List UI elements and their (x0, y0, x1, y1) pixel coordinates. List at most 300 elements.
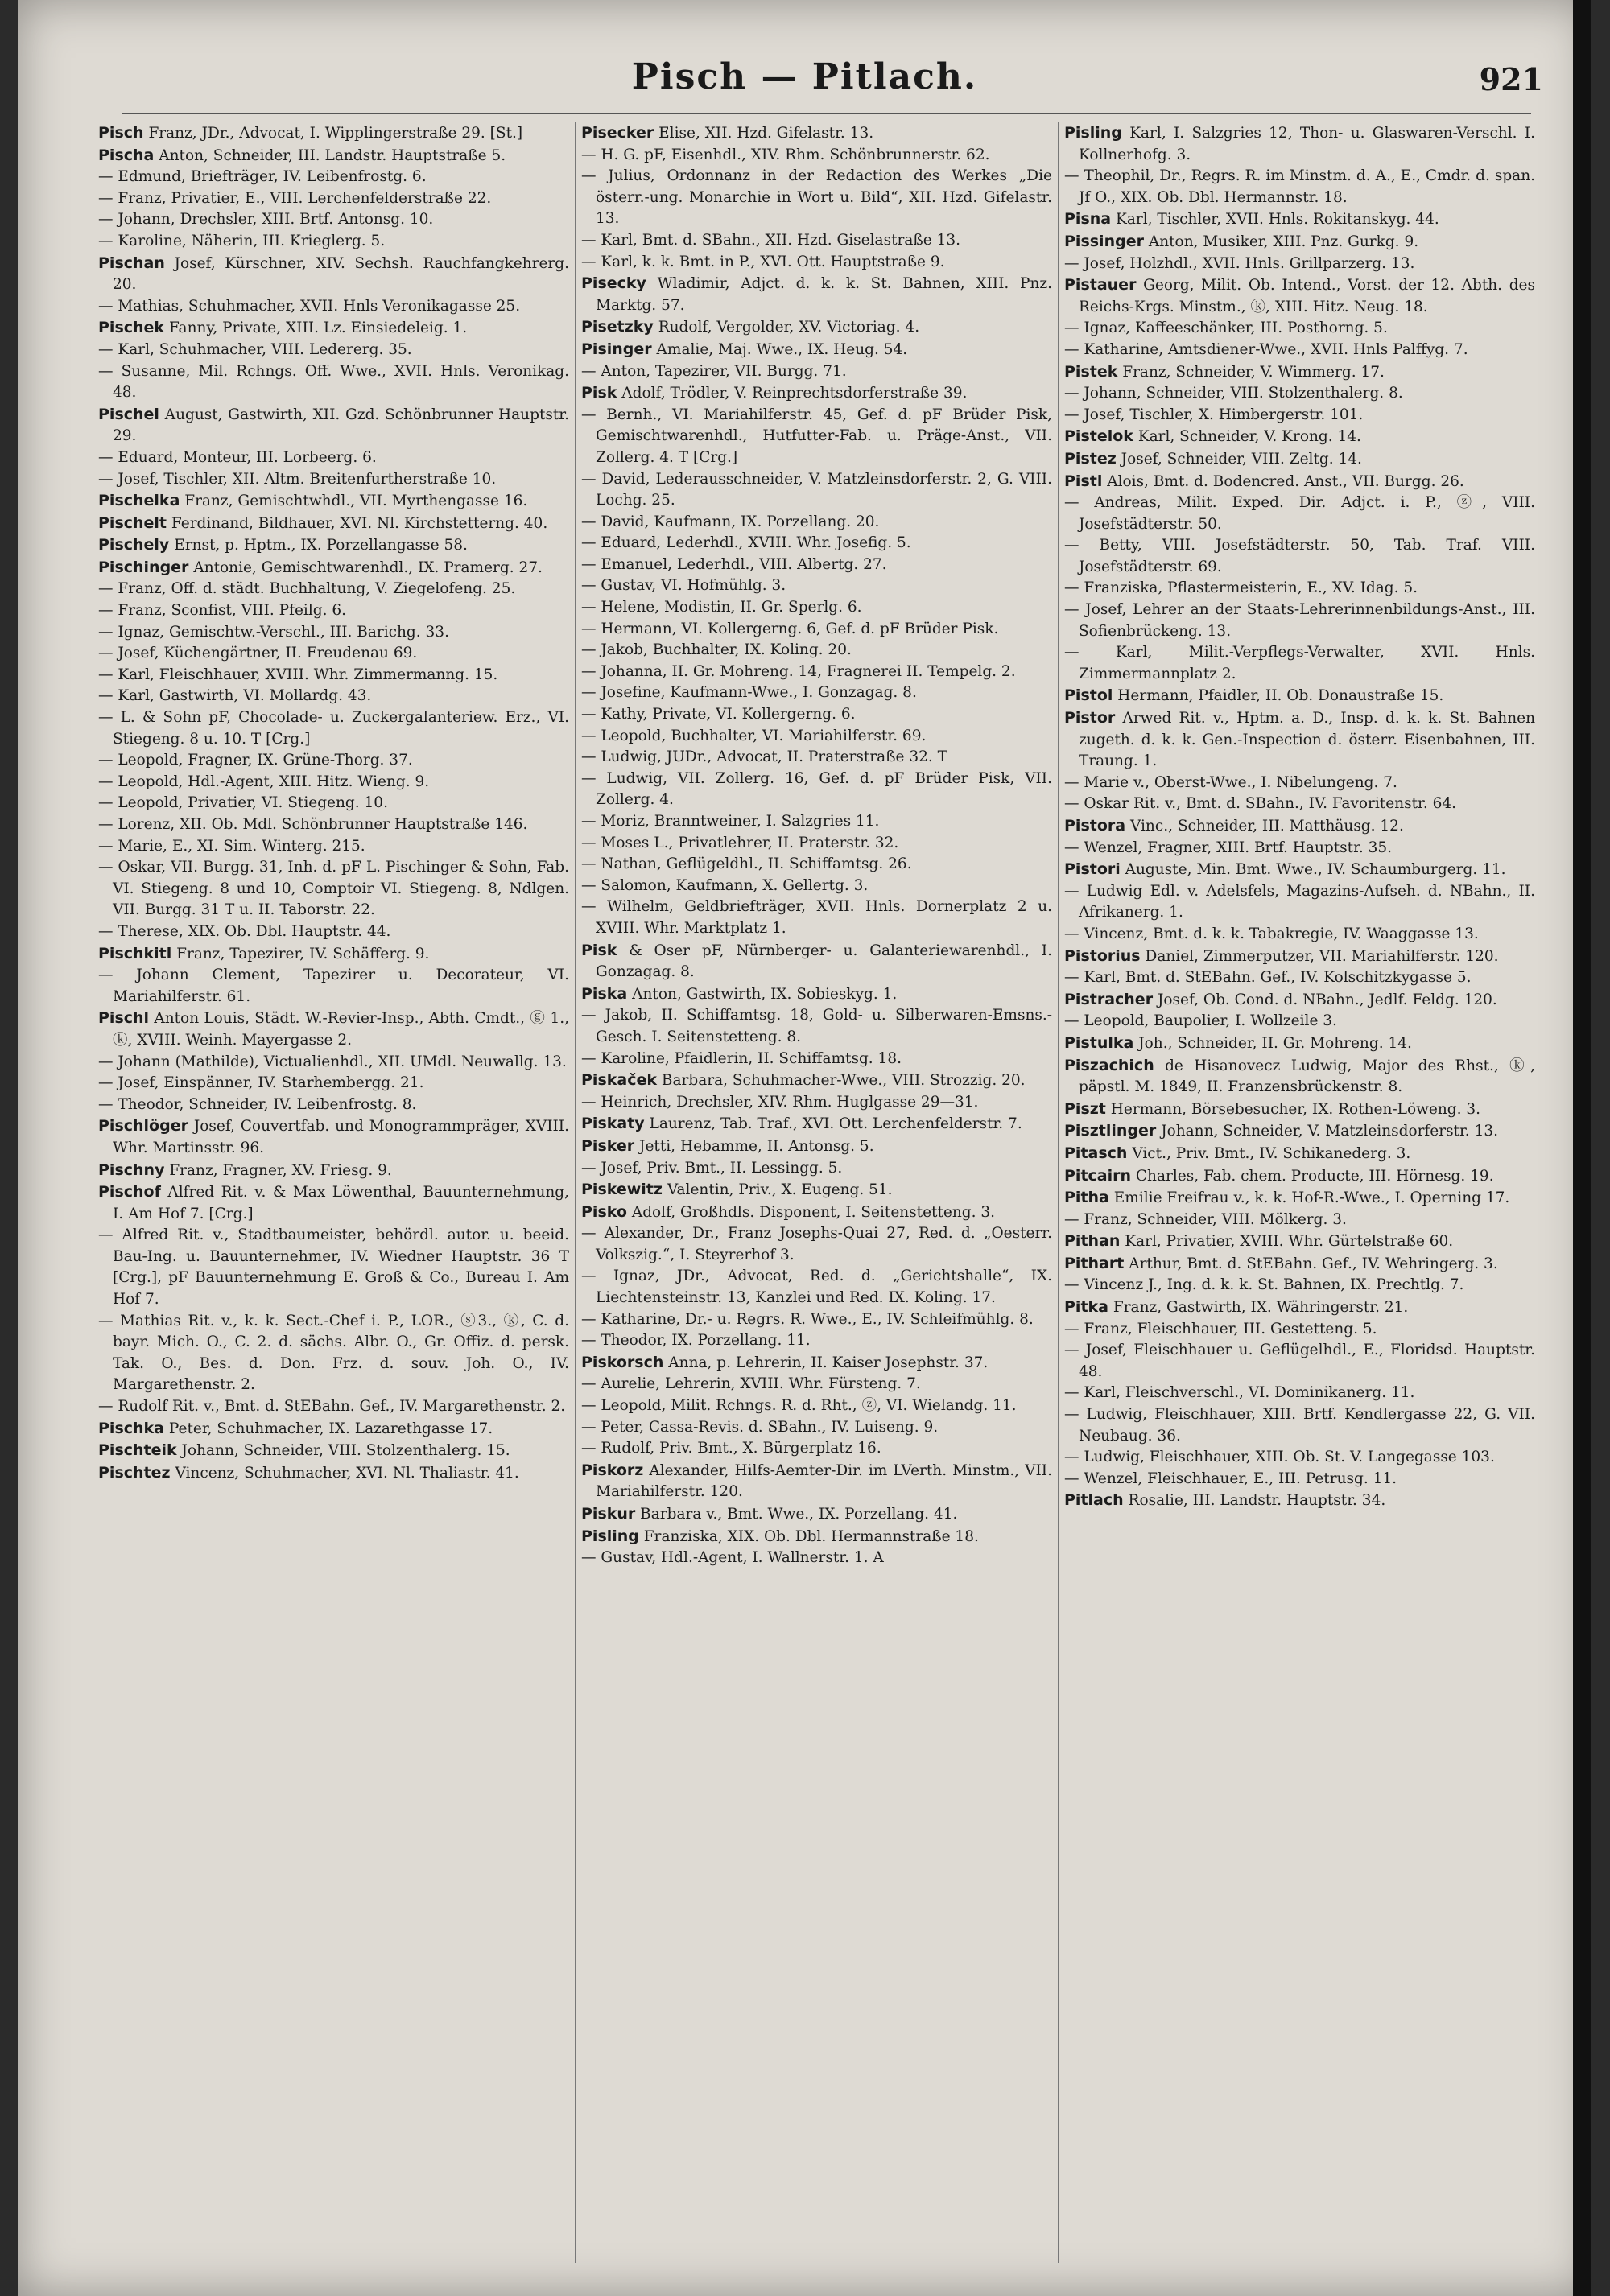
entry-surname: Pischel (98, 405, 159, 423)
entry-surname: Pischny (98, 1160, 165, 1179)
entry-details: August, Gastwirth, XII. Gzd. Schönbrunner Hauptstr. 29. (113, 406, 569, 445)
entry-details: — Gustav, Hdl.-Agent, I. Wallnerstr. 1. A (581, 1549, 884, 1567)
entry-details: — David, Lederausschneider, V. Matzleinsdorferstr. 2, G. VIII. Lochg. 25. (581, 470, 1052, 509)
directory-entry (1064, 685, 1535, 707)
entry-surname: Piskorz (581, 1461, 644, 1479)
entry-surname: Pistora (1064, 817, 1126, 835)
entry-details: Franz, JDr., Advocat, I. Wipplingerstraße 29. [St.] (148, 125, 523, 142)
directory-entry (581, 769, 1052, 811)
directory-entry (1064, 773, 1535, 794)
directory-entry (1064, 1055, 1535, 1099)
directory-entry (1064, 383, 1535, 405)
entry-surname: Pistorius (1064, 946, 1141, 965)
column-middle (581, 122, 1052, 2263)
directory-entry (1064, 254, 1535, 275)
entry-details: Adolf, Trödler, V. Reinprechtsdorferstraße 39. (621, 385, 968, 402)
entry-details: — Karl, Bmt. d. SBahn., XII. Hzd. Giselastraße 13. (581, 231, 960, 249)
entry-details: Georg, Milit. Ob. Intend., Vorst. der 12. Abth. des Reichs-Krgs. Minstm., ⓚ, XIII. Hitz. Neug. 18. (1079, 277, 1535, 315)
directory-entry (581, 512, 1052, 534)
entry-details: Johann, Schneider, VIII. Stolzenthalerg. 15. (181, 1442, 510, 1460)
entry-surname: Pisling (1064, 124, 1122, 142)
entry-surname: Pisker (581, 1136, 635, 1155)
entry-details: — Theodor, Schneider, IV. Leibenfrostg. 8. (98, 1095, 417, 1113)
entry-details: — Karoline, Näherin, III. Krieglerg. 5. (98, 232, 386, 249)
directory-entry (98, 857, 569, 921)
entry-details: Hermann, Pfaidler, II. Ob. Donaustraße 15. (1117, 687, 1444, 705)
entry-surname: Pischely (98, 536, 170, 554)
entry-details: — Andreas, Milit. Exped. Dir. Adjct. i. P., ⓩ, VIII. Josefstädterstr. 50. (1064, 494, 1535, 533)
entry-details: Anton, Schneider, III. Landstr. Hauptstraße 5. (159, 146, 506, 164)
entry-details: Franz, Gastwirth, IX. Währingerstr. 21. (1113, 1299, 1409, 1317)
directory-entry (98, 513, 569, 535)
entry-details: — Johanna, II. Gr. Mohreng. 14, Fragnerei II. Tempelg. 2. (581, 662, 1016, 680)
entry-details: — Vincenz, Bmt. d. k. k. Tabakregie, IV. Waaggasse 13. (1064, 925, 1479, 942)
directory-entry (1064, 448, 1535, 471)
directory-entry (1064, 1143, 1535, 1165)
entry-details: — Jakob, II. Schiffamtsg. 18, Gold- u. Silberwaren-Emsns.-Gesch. I. Seitenstetteng. 8. (581, 1007, 1052, 1045)
entry-surname: Pischinger (98, 558, 189, 576)
directory-entry (98, 579, 569, 600)
directory-entry (581, 1158, 1052, 1180)
directory-entry (581, 122, 1052, 145)
directory-entry (98, 296, 569, 318)
directory-entry (581, 533, 1052, 554)
entry-details: — Kathy, Private, VI. Kollergerng. 6. (581, 706, 856, 723)
directory-entry (1064, 166, 1535, 208)
entry-details: Johann, Schneider, V. Matzleinsdorferstr. 13. (1161, 1123, 1498, 1140)
directory-entry (98, 965, 569, 1008)
directory-entry (1064, 208, 1535, 231)
entry-details: Vinc., Schneider, III. Matthäusg. 12. (1129, 818, 1404, 835)
directory-entry (581, 1202, 1052, 1224)
directory-entry (1064, 1340, 1535, 1383)
entry-surname: Pistauer (1064, 276, 1137, 295)
entry-details: — Franz, Off. d. städt. Buchhaltung, V. Ziegelofeng. 25. (98, 580, 516, 598)
directory-entry (1064, 361, 1535, 384)
directory-entry (98, 1181, 569, 1225)
entry-details: — Bernh., VI. Mariahilferstr. 45, Gef. d. pF Brüder Pisk, Gemischtwarenhdl., Hutfutter-Fab. u. Präge-Anst., VII. Zollerg. 4. T [Crg.] (581, 406, 1052, 466)
entry-details: Alois, Bmt. d. Bodencred. Anst., VII. Burgg. 26. (1107, 472, 1464, 490)
entry-details: — Ignaz, JDr., Advocat, Red. d. „Gerichtshalle“, IX. Liechtensteinstr. 13, Kanzlei und Red. IX. Koling. 17. (581, 1268, 1052, 1307)
entry-surname: Pisecker (581, 124, 654, 142)
directory-entry (1064, 1253, 1535, 1276)
page-title: Pisch — Pitlach. (631, 56, 978, 97)
entry-surname: Pitha (1064, 1189, 1109, 1207)
directory-entry (581, 747, 1052, 769)
directory-entry (581, 1503, 1052, 1526)
directory-entry (1064, 838, 1535, 859)
directory-entry (581, 575, 1052, 597)
directory-entry (581, 854, 1052, 876)
directory-entry (581, 252, 1052, 274)
entry-details: Karl, I. Salzgries 12, Thon- u. Glaswaren-Verschl. I. Kollnerhofg. 3. (1079, 125, 1535, 163)
directory-entry (1064, 535, 1535, 578)
directory-entry (1064, 340, 1535, 361)
entry-surname: Pisetzky (581, 318, 654, 336)
entry-details: — L. & Sohn pF, Chocolade- u. Zuckergalanteriew. Erz., VI. Stiegeng. 8 u. 10. T [Crg.] (98, 709, 569, 748)
entry-details: Anton, Musiker, XIII. Pnz. Gurkg. 9. (1148, 233, 1419, 250)
entry-details: — Ludwig, Fleischhauer, XIII. Ob. St. V. Langegasse 103. (1064, 1449, 1495, 1466)
page-header (18, 56, 1591, 113)
entry-details: Karl, Tischler, XVII. Hnls. Rokitanskyg. 44. (1116, 211, 1439, 229)
directory-entry (98, 317, 569, 340)
directory-entry (581, 1548, 1052, 1569)
directory-entry (581, 554, 1052, 576)
header-rule (122, 113, 1531, 114)
directory-entry (581, 1136, 1052, 1158)
entry-surname: Pischof (98, 1183, 161, 1202)
entry-details: — Heinrich, Drechsler, XIV. Rhm. Huglgasse 29—31. (581, 1093, 979, 1111)
directory-entry (98, 1160, 569, 1182)
entry-details: — Katharine, Amtsdiener-Wwe., XVII. Hnls Palffyg. 7. (1064, 340, 1468, 358)
directory-entry (98, 534, 569, 557)
directory-entry (581, 704, 1052, 726)
directory-entry (98, 231, 569, 253)
directory-entry (581, 876, 1052, 897)
entry-details: — Leopold, Hdl.-Agent, XIII. Hitz. Wieng. 9. (98, 773, 430, 790)
directory-entry (581, 640, 1052, 662)
entry-details: Ernst, p. Hptm., IX. Porzellangasse 58. (174, 537, 468, 554)
directory-entry (1064, 1383, 1535, 1404)
directory-entry (581, 1179, 1052, 1202)
directory-entry (1064, 1469, 1535, 1490)
entry-details: — Leopold, Buchhalter, VI. Mariahilferstr. 69. (581, 727, 927, 744)
entry-surname: Pisling (581, 1527, 639, 1545)
directory-entry (581, 833, 1052, 855)
directory-entry (581, 682, 1052, 704)
entry-details: — Rudolf Rit. v., Bmt. d. StEBahn. Gef., IV. Margarethenstr. 2. (98, 1398, 566, 1416)
entry-surname: Piszt (1064, 1099, 1106, 1118)
directory-entry (1064, 1275, 1535, 1296)
entry-surname: Piskorsch (581, 1353, 664, 1371)
entry-details: — Susanne, Mil. Rchngs. Off. Wwe., XVII. Hnls. Veronikag. 48. (98, 362, 569, 402)
directory-entry (98, 1396, 569, 1418)
entry-details: — Franz, Fleischhauer, III. Gestetteng. 5. (1064, 1320, 1377, 1338)
directory-entry (98, 1073, 569, 1094)
directory-entry (1064, 1033, 1535, 1055)
column-left (98, 122, 569, 2263)
entry-details: — Nathan, Geflügeldhl., II. Schiffamtsg. 26. (581, 855, 912, 873)
entry-details: — Therese, XIX. Ob. Dbl. Hauptstr. 44. (98, 922, 391, 940)
directory-entry (1064, 1165, 1535, 1188)
entry-details: Josef, Couvertfab. und Monogrammpräger, XVIII. Whr. Martinsstr. 96. (113, 1118, 569, 1156)
entry-details: Vincenz, Schuhmacher, XVI. Nl. Thaliastr. 41. (175, 1464, 519, 1482)
directory-entry (1064, 859, 1535, 881)
entry-details: Valentin, Priv., X. Eugeng. 51. (667, 1181, 893, 1199)
directory-entry (98, 750, 569, 772)
directory-entry (581, 1049, 1052, 1070)
directory-entry (581, 1070, 1052, 1092)
entry-details: — Marie v., Oberst-Wwe., I. Nibelungeng. 7. (1064, 773, 1397, 791)
entry-details: Laurenz, Tab. Traf., XVI. Ott. Lerchenfelderstr. 7. (649, 1115, 1022, 1133)
directory-entry (98, 1462, 569, 1485)
directory-entry (581, 230, 1052, 252)
directory-entry (1064, 815, 1535, 838)
directory-entry (1064, 924, 1535, 946)
entry-details: — Josef, Küchengärtner, II. Freudenau 69. (98, 645, 418, 662)
entry-details: Hermann, Börsebesucher, IX. Rothen-Löweng. 3. (1110, 1100, 1481, 1118)
directory-entry (581, 619, 1052, 641)
entry-details: Rosalie, III. Landstr. Hauptstr. 34. (1128, 1492, 1386, 1510)
entry-details: — Gustav, VI. Hofmühlg. 3. (581, 577, 786, 595)
directory-entry (581, 405, 1052, 469)
directory-entry (581, 382, 1052, 405)
entry-surname: Pisk (581, 384, 617, 402)
directory-entry (98, 167, 569, 188)
directory-entry (98, 340, 569, 361)
entry-details: — Johann, Drechsler, XIII. Brtf. Antonsg. 10. (98, 211, 434, 229)
directory-entry (98, 1052, 569, 1074)
directory-entry (1064, 405, 1535, 427)
entry-details: Emilie Freifrau v., k. k. Hof-R.-Wwe., I. Operning 17. (1113, 1189, 1510, 1207)
directory-entry (1064, 1319, 1535, 1341)
entry-details: — Franziska, Pflastermeisterin, E., XV. Idag. 5. (1064, 579, 1418, 597)
entry-details: — Rudolf, Priv. Bmt., X. Bürgerplatz 16. (581, 1440, 881, 1457)
directory-entry (98, 836, 569, 858)
directory-entry (581, 726, 1052, 748)
directory-entry (581, 339, 1052, 361)
directory-page (18, 0, 1591, 2296)
entry-details: — H. G. pF, Eisenhdl., XIV. Rhm. Schönbrunnerstr. 62. (581, 146, 990, 163)
entry-surname: Piskaty (581, 1115, 645, 1133)
entry-surname: Pisna (1064, 210, 1112, 229)
entry-surname: Pischteik (98, 1441, 177, 1460)
entry-surname: Pistol (1064, 686, 1113, 705)
entry-surname: Pisko (581, 1202, 627, 1221)
entry-details: Franz, Gemischtwhdl., VII. Myrthengasse 16. (184, 493, 528, 510)
directory-entry (1064, 1490, 1535, 1512)
entry-details: — Aurelie, Lehrerin, XVIII. Whr. Fürsteng. 7. (581, 1375, 921, 1393)
entry-details: — Julius, Ordonnanz in der Redaction des Werkes „Die österr.-ung. Monarchie in Wort u. Bild“, XII. Hzd. Gifelastr. 13. (581, 167, 1052, 228)
entry-details: — Moses L., Privatlehrer, II. Praterstr. 32. (581, 834, 899, 851)
entry-details: Arwed Rit. v., Hptm. a. D., Insp. d. k. k. St. Bahnen zugeth. d. k. k. Gen.-Inspection d. österr. Eisenbahnen, III. Traung. 1. (1079, 710, 1535, 770)
entry-surname: Pisecky (581, 274, 646, 293)
directory-entry (581, 1374, 1052, 1395)
entry-details: — Anton, Tapezirer, VII. Burgg. 71. (581, 362, 847, 380)
directory-entry (98, 707, 569, 750)
entry-details: — Leopold, Fragner, IX. Grüne-Thorg. 37. (98, 752, 413, 769)
entry-surname: Pithan (1064, 1232, 1121, 1251)
entry-details: Peter, Schuhmacher, IX. Lazarethgasse 17. (168, 1420, 493, 1437)
entry-surname: Pisk (581, 941, 617, 959)
directory-entry (1064, 1187, 1535, 1210)
directory-entry (581, 1395, 1052, 1417)
entry-details: — Josef, Holzhdl., XVII. Hnls. Grillparzerg. 13. (1064, 254, 1415, 272)
directory-entry (581, 1438, 1052, 1460)
entry-details: — Oskar Rit. v., Bmt. d. SBahn., IV. Favoritenstr. 64. (1064, 795, 1457, 813)
entry-details: — Franz, Schneider, VIII. Mölkerg. 3. (1064, 1210, 1347, 1228)
entry-details: Alexander, Hilfs-Aemter-Dir. im LVerth. Minstm., VII. Mariahilferstr. 120. (596, 1461, 1052, 1501)
entry-details: Adolf, Großhdls. Disponent, I. Seitenstetteng. 3. (631, 1203, 996, 1221)
entry-details: — Eduard, Lederhdl., XVIII. Whr. Josefig. 5. (581, 534, 911, 552)
entry-details: Antonie, Gemischtwarenhdl., IX. Pramerg. 27. (193, 559, 543, 576)
directory-entry (98, 772, 569, 794)
directory-entry (581, 166, 1052, 230)
entry-details: — Emanuel, Lederhdl., VIII. Albertg. 27. (581, 555, 887, 573)
column-divider (1058, 122, 1059, 2263)
entry-surname: Pisztlinger (1064, 1122, 1157, 1140)
directory-entry (1064, 1404, 1535, 1447)
directory-entry (581, 361, 1052, 383)
entry-details: Barbara, Schuhmacher-Wwe., VIII. Strozzig. 20. (661, 1072, 1026, 1090)
entry-details: Franz, Tapezirer, IV. Schäfferg. 9. (176, 945, 430, 963)
entry-details: — Leopold, Baupolier, I. Wollzeile 3. (1064, 1012, 1337, 1030)
directory-entry (581, 1330, 1052, 1352)
entry-details: — Karl, Milit.-Verpflegs-Verwalter, XVII. Hnls. Zimmermannplatz 2. (1064, 644, 1535, 682)
directory-entry (1064, 578, 1535, 600)
directory-entry (1064, 881, 1535, 924)
entry-surname: Pissinger (1064, 232, 1144, 250)
directory-entry (98, 1225, 569, 1310)
directory-entry (1064, 318, 1535, 340)
entry-details: — Alfred Rit. v., Stadtbaumeister, behördl. autor. u. beeid. Bau-Ing. u. Bauunternehmer, IV. Wiedner Hauptstr. 36 T [Crg.], pF Bauunternehmung E. Groß & Co., Bureau I. Am Hof 7. (98, 1226, 569, 1309)
directory-entry (1064, 1099, 1535, 1121)
directory-entry (1064, 274, 1535, 318)
directory-entry (581, 145, 1052, 167)
entry-details: — Moriz, Branntweiner, I. Salzgries 11. (581, 813, 880, 830)
entry-details: Josef, Schneider, VIII. Zeltg. 14. (1121, 450, 1362, 468)
directory-entry (98, 209, 569, 231)
entry-details: — Josef, Tischler, X. Himbergerstr. 101. (1064, 406, 1364, 423)
directory-entry (1064, 493, 1535, 535)
entry-surname: Pistulka (1064, 1033, 1134, 1052)
entry-details: — Alexander, Dr., Franz Josephs-Quai 27, Red. d. „Oesterr. Volkszig.“, I. Steyrerhof 3. (581, 1225, 1052, 1263)
entry-details: Josef, Kürschner, XIV. Sechsh. Rauchfangkehrerg. 20. (113, 254, 569, 294)
directory-entry (98, 943, 569, 966)
directory-entry (581, 1005, 1052, 1048)
entry-details: — Franz, Sconfist, VIII. Pfeilg. 6. (98, 602, 347, 620)
entry-details: Josef, Ob. Cond. d. NBahn., Jedlf. Feldg. 120. (1157, 991, 1497, 1008)
directory-entry (581, 469, 1052, 512)
directory-entry (1064, 1296, 1535, 1319)
entry-details: Wladimir, Adjct. d. k. k. St. Bahnen, XIII. Pnz. Marktg. 57. (596, 275, 1052, 314)
book-spine (1573, 0, 1591, 2296)
entry-surname: Pischelt (98, 513, 167, 532)
directory-entry (1064, 1011, 1535, 1033)
directory-entry (1064, 600, 1535, 642)
entry-details: — Ignaz, Kaffeeschänker, III. Posthorng. 5. (1064, 319, 1388, 337)
directory-entry (581, 316, 1052, 339)
entry-details: — Josef, Lehrer an der Staats-Lehrerinnenbildungs-Anst., III. Sofienbrückeng. 13. (1064, 601, 1535, 640)
entry-details: — Hermann, VI. Kollergerng. 6, Gef. d. pF Brüder Pisk. (581, 620, 999, 637)
directory-entry (98, 1440, 569, 1462)
entry-details: — Ludwig, JUDr., Advocat, II. Praterstraße 32. T (581, 748, 948, 766)
entry-surname: Pistez (1064, 449, 1117, 468)
entry-details: — Karl, Bmt. d. StEBahn. Gef., IV. Kolschitzkygasse 5. (1064, 969, 1472, 987)
entry-details: Anna, p. Lehrerin, II. Kaiser Josephstr. 37. (668, 1354, 989, 1371)
entry-surname: Piszachich (1064, 1056, 1154, 1074)
entry-details: — Wenzel, Fragner, XIII. Brtf. Hauptstr. 35. (1064, 839, 1393, 856)
entry-surname: Pitasch (1064, 1144, 1128, 1162)
entry-details: — Josef, Einspänner, IV. Starhembergg. 21. (98, 1074, 424, 1092)
entry-surname: Pistori (1064, 860, 1121, 879)
entry-surname: Pisch (98, 124, 144, 142)
entry-details: — Jakob, Buchhalter, IX. Koling. 20. (581, 641, 852, 659)
entry-details: Arthur, Bmt. d. StEBahn. Gef., IV. Wehringerg. 3. (1129, 1255, 1498, 1272)
directory-entry (1064, 794, 1535, 815)
directory-entry (98, 814, 569, 836)
directory-entry (1064, 231, 1535, 254)
entry-details: Amalie, Maj. Wwe., IX. Heug. 54. (656, 340, 908, 358)
directory-entry (1064, 1447, 1535, 1469)
entry-details: — Johann (Mathilde), Victualienhdl., XII. UMdl. Neuwallg. 13. (98, 1053, 567, 1070)
entry-details: — Lorenz, XII. Ob. Mdl. Schönbrunner Hauptstraße 146. (98, 816, 528, 833)
entry-surname: Piskaček (581, 1071, 657, 1090)
entry-surname: Pistl (1064, 472, 1103, 490)
entry-details: Karl, Schneider, V. Krong. 14. (1137, 428, 1361, 446)
directory-entry (98, 686, 569, 707)
directory-entry (581, 1223, 1052, 1266)
directory-entry (98, 1418, 569, 1441)
entry-surname: Pitka (1064, 1298, 1108, 1317)
entry-details: — Mathias, Schuhmacher, XVII. Hnls Veronikagasse 25. (98, 297, 521, 315)
directory-entry (581, 811, 1052, 833)
directory-entry (581, 1309, 1052, 1331)
entry-details: — David, Kaufmann, IX. Porzellang. 20. (581, 513, 880, 530)
entry-details: — Ludwig, Fleischhauer, XIII. Brtf. Kendlergasse 22, G. VII. Neubaug. 36. (1064, 1406, 1535, 1445)
entry-details: — Josef, Fleischhauer u. Geflügelhdl., E., Floridsd. Hauptstr. 48. (1064, 1342, 1535, 1380)
entry-details: — Edmund, Briefträger, IV. Leibenfrostg. 6. (98, 168, 427, 186)
directory-entry (1064, 1210, 1535, 1231)
directory-entry (1064, 1230, 1535, 1253)
directory-entry (1064, 122, 1535, 166)
entry-details: Charles, Fab. chem. Producte, III. Hörnesg. 19. (1135, 1167, 1494, 1185)
entry-details: Joh., Schneider, II. Gr. Mohreng. 14. (1138, 1034, 1412, 1052)
entry-details: Karl, Privatier, XVIII. Whr. Gürtelstraße 60. (1125, 1233, 1454, 1251)
entry-details: Anton, Gastwirth, IX. Sobieskyg. 1. (632, 985, 898, 1003)
entry-surname: Pischka (98, 1419, 164, 1437)
entry-details: — Leopold, Milit. Rchngs. R. d. Rht., ⓩ, VI. Wielandg. 11. (581, 1397, 1017, 1415)
directory-entry (98, 145, 569, 167)
entry-surname: Pisinger (581, 340, 652, 358)
directory-entry (98, 1008, 569, 1051)
entry-details: — Theophil, Dr., Regrs. R. im Minstm. d. A., E., Cmdr. d. span. Jf O., XIX. Ob. Dbl. Hermannstr. 18. (1064, 167, 1535, 206)
entry-details: Elise, XII. Hzd. Gifelastr. 13. (658, 125, 874, 142)
entry-details: Fanny, Private, XIII. Lz. Einsiedeleig. 1. (168, 319, 468, 337)
entry-details: — Eduard, Monteur, III. Lorbeerg. 6. (98, 448, 377, 466)
entry-details: — Franz, Privatier, E., VIII. Lerchenfelderstraße 22. (98, 189, 492, 207)
directory-entry (581, 273, 1052, 316)
entry-details: — Mathias Rit. v., k. k. Sect.-Chef i. P., LOR., ⓢ3., ⓚ, C. d. bayr. Mich. O., C. 2. d. sächs. Albr. O., Gr. Offiz. d. persk. Tak. O., Bes. d. Don. Frz. d. souv. Joh. O., IV. Margarethenstr. 2. (98, 1312, 569, 1394)
directory-entry (98, 490, 569, 513)
directory-entry (581, 1352, 1052, 1375)
column-divider (575, 122, 576, 2263)
entry-details: — Karl, Fleischhauer, XVIII. Whr. Zimmermanng. 15. (98, 666, 498, 683)
entry-details: Anton Louis, Städt. W.-Revier-Insp., Abth. Cmdt., ⓖ 1., ⓚ, XVIII. Weinh. Mayergasse 2. (113, 1010, 569, 1049)
directory-entry (581, 1266, 1052, 1309)
entry-details: Auguste, Min. Bmt. Wwe., IV. Schaumburgerg. 11. (1125, 861, 1506, 879)
directory-entry (581, 1526, 1052, 1548)
directory-entry (98, 921, 569, 943)
entry-details: — Peter, Cassa-Revis. d. SBahn., IV. Luiseng. 9. (581, 1418, 939, 1436)
entry-details: — Wenzel, Fleischhauer, E., III. Petrusg. 11. (1064, 1470, 1397, 1487)
directory-entry (1064, 967, 1535, 989)
directory-entry (581, 597, 1052, 619)
entry-details: — Karl, Fleischverschl., VI. Dominikanerg. 11. (1064, 1384, 1415, 1402)
entry-details: — Karoline, Pfaidlerin, II. Schiffamtsg. 18. (581, 1049, 902, 1067)
entry-surname: Pischan (98, 254, 165, 272)
directory-entry (98, 122, 569, 145)
entry-surname: Pitlach (1064, 1491, 1124, 1510)
entry-details: — Josef, Priv. Bmt., II. Lessingg. 5. (581, 1159, 843, 1177)
directory-entry (98, 447, 569, 469)
directory-entry (1064, 946, 1535, 968)
directory-entry (581, 1460, 1052, 1503)
entry-details: Franz, Schneider, V. Wimmerg. 17. (1122, 363, 1385, 381)
entry-details: de Hisanovecz Ludwig, Major des Rhst., ⓚ, päpstl. M. 1849, II. Franzensbrückenstr. 8. (1079, 1057, 1535, 1096)
entry-details: Jetti, Hebamme, II. Antonsg. 5. (639, 1137, 874, 1155)
entry-surname: Pischek (98, 319, 165, 337)
